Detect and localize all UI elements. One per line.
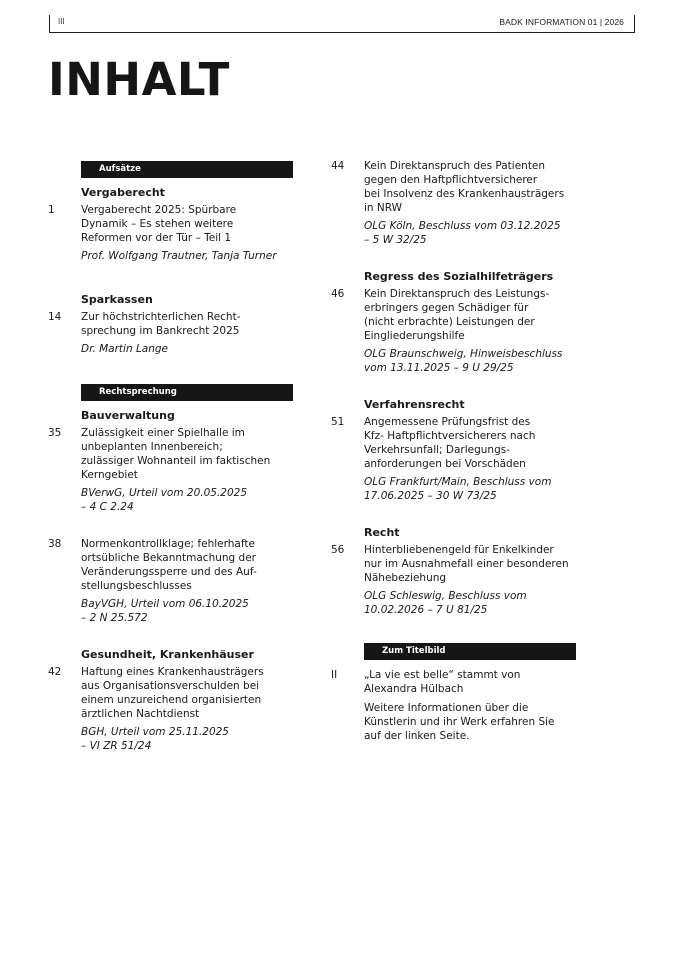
- toc-entry[interactable]: [331, 159, 581, 247]
- entry-page-number: 1: [48, 204, 55, 216]
- header-issue: BADK INFORMATION 01 | 2026: [499, 17, 624, 27]
- entry-page-number: 44: [331, 160, 345, 172]
- entry-title: Zulässigkeit einer Spielhalle im unbeplanten Innenbereich; zulässiger Wohnanteil im faktischen Kerngebiet: [81, 427, 271, 481]
- toc-left-column: [48, 161, 298, 753]
- entry-page-number: 35: [48, 427, 62, 439]
- entry-page-number: 42: [48, 666, 62, 678]
- category-recht: Recht: [364, 526, 400, 539]
- entry-authors: Dr. Martin Lange: [81, 343, 169, 355]
- entry-citation: BGH, Urteil vom 25.11.2025 – VI ZR 51/24: [81, 726, 229, 752]
- entry-page-number: II: [331, 669, 338, 681]
- toc-right-column: [331, 159, 581, 743]
- entry-page-number: 56: [331, 544, 345, 556]
- toc-entry[interactable]: [48, 537, 298, 625]
- toc-entry[interactable]: [331, 287, 581, 375]
- entry-title: Kein Direktanspruch des Patienten gegen den Haftpflichtversicherer bei Insolvenz des Krankenhausträgers in NRW: [364, 160, 565, 214]
- running-header: [49, 15, 635, 33]
- category-gesundheit: Gesundheit, Krankenhäuser: [81, 648, 254, 661]
- category-bauverwaltung: Bauverwaltung: [81, 409, 175, 422]
- toc-entry[interactable]: [48, 665, 298, 753]
- toc-entry[interactable]: [331, 668, 581, 743]
- entry-authors: Prof. Wolfgang Trautner, Tanja Turner: [81, 250, 277, 262]
- toc-entry[interactable]: [331, 415, 581, 503]
- entry-note: Weitere Informationen über die Künstlerin und ihr Werk erfahren Sie auf der linken Seite.: [364, 702, 555, 742]
- category-vergaberecht: Vergaberecht: [81, 186, 165, 199]
- entry-title: Kein Direktanspruch des Leistungs- erbringers gegen Schädiger für (nicht erbrachte) Leistungen der Eingliederungshilfe: [364, 288, 550, 342]
- section-header-aufsaetze: Aufsätze: [81, 161, 293, 178]
- section-header-titelbild: Zum Titelbild: [364, 643, 576, 660]
- entry-page-number: 14: [48, 311, 62, 323]
- entry-citation: OLG Frankfurt/Main, Beschluss vom 17.06.2025 – 30 W 73/25: [364, 476, 552, 502]
- entry-citation: OLG Braunschweig, Hinweisbeschluss vom 13.11.2025 – 9 U 29/25: [364, 348, 563, 374]
- toc-entry[interactable]: [48, 426, 298, 514]
- header-page-number: III: [58, 17, 65, 26]
- entry-page-number: 38: [48, 538, 62, 550]
- toc-entry[interactable]: [48, 310, 298, 356]
- category-regress: Regress des Sozialhilfeträgers: [364, 270, 554, 283]
- entry-title: Hinterbliebenengeld für Enkelkinder nur im Ausnahmefall einer besonderen Nähebeziehung: [364, 544, 569, 584]
- entry-title: Haftung eines Krankenhausträgers aus Organisationsverschulden bei einem unzureichend organisierten ärztlichen Nachtdienst: [81, 666, 264, 720]
- entry-citation: OLG Schleswig, Beschluss vom 10.02.2026 – 7 U 81/25: [364, 590, 527, 616]
- entry-title: „La vie est belle“ stammt von Alexandra Hülbach: [364, 669, 521, 695]
- toc-entry[interactable]: [331, 543, 581, 617]
- entry-citation: OLG Köln, Beschluss vom 03.12.2025 – 5 W 32/25: [364, 220, 561, 246]
- entry-title: Normenkontrollklage; fehlerhafte ortsübliche Bekanntmachung der Veränderungssperre und des Auf- stellungsbeschlusses: [81, 538, 257, 592]
- page-title: INHALT: [48, 53, 230, 106]
- entry-title: Angemessene Prüfungsfrist des Kfz- Haftpflichtversicherers nach Verkehrsunfall; Darlegungs- anforderungen bei Vorschäden: [364, 416, 536, 470]
- toc-entry[interactable]: [48, 203, 298, 263]
- section-header-rechtsprechung: Rechtsprechung: [81, 384, 293, 401]
- entry-page-number: 51: [331, 416, 345, 428]
- entry-page-number: 46: [331, 288, 345, 300]
- category-verfahrensrecht: Verfahrensrecht: [364, 398, 465, 411]
- category-sparkassen: Sparkassen: [81, 293, 153, 306]
- entry-title: Vergaberecht 2025: Spürbare Dynamik – Es stehen weitere Reformen vor der Tür – Teil 1: [81, 204, 237, 244]
- entry-title: Zur höchstrichterlichen Recht- sprechung im Bankrecht 2025: [81, 311, 241, 337]
- entry-citation: BayVGH, Urteil vom 06.10.2025 – 2 N 25.572: [81, 598, 249, 624]
- entry-citation: BVerwG, Urteil vom 20.05.2025 – 4 C 2.24: [81, 487, 248, 513]
